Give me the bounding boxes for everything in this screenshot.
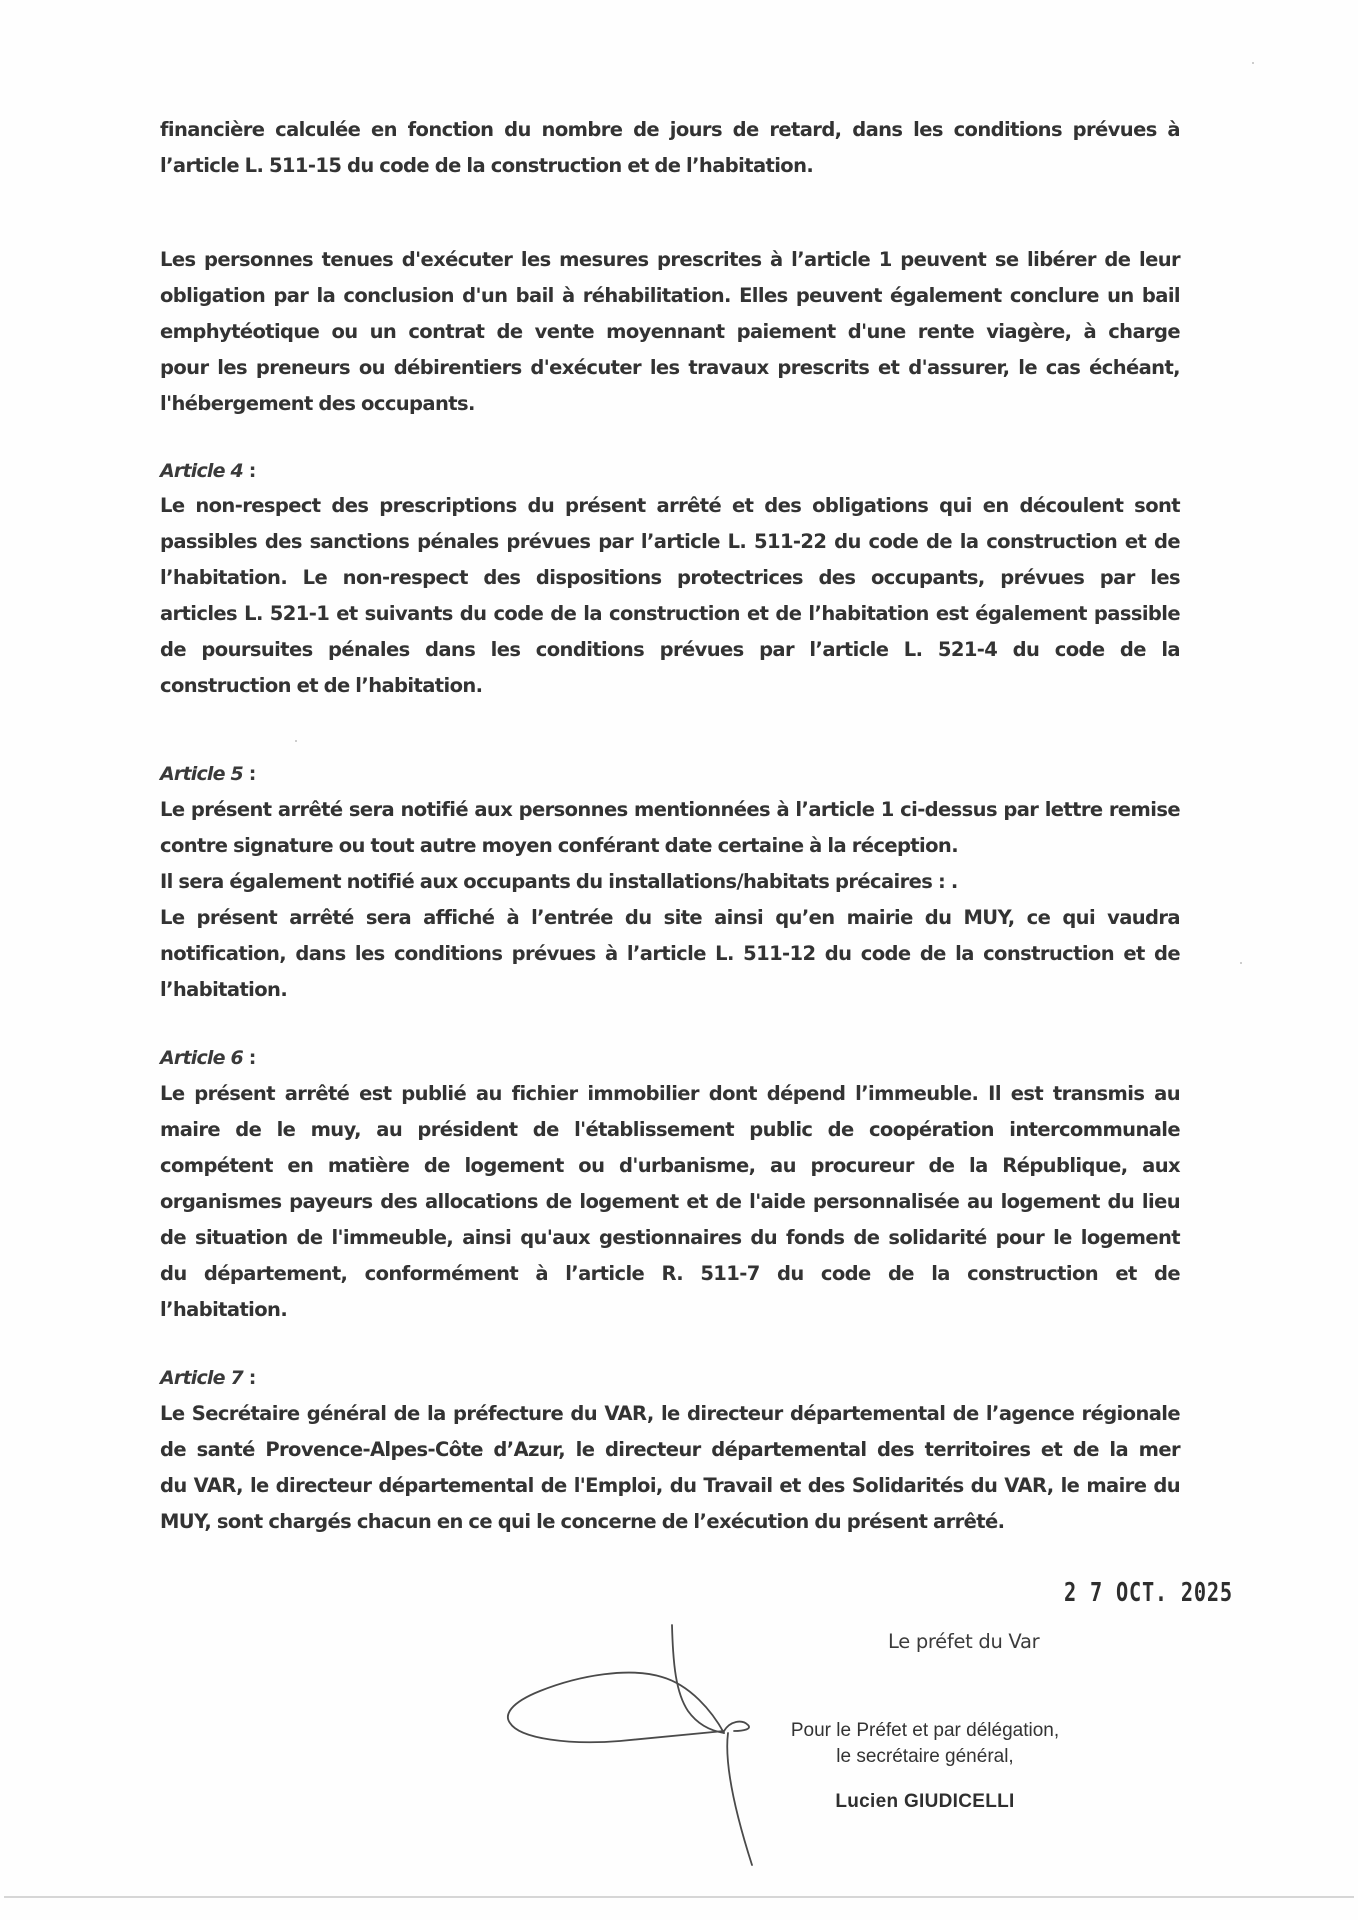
text-line: Le présent arrêté est publié au fichier immobilier dont dépend l’immeuble. Il est transmis au	[160, 1082, 1180, 1105]
signer-name: Lucien GIUDICELLI	[835, 1791, 1015, 1812]
article-4-body	[160, 488, 1180, 704]
scan-speck	[295, 740, 297, 742]
article-label: Article 7	[160, 1367, 243, 1389]
text-line: pour les preneurs ou débirentiers d'exécuter les travaux prescrits et d'assurer, le cas échéant,	[160, 356, 1180, 379]
article-6-body	[160, 1076, 1180, 1328]
text-line: compétent en matière de logement ou d'urbanisme, au procureur de la République, aux	[160, 1154, 1180, 1177]
text-line: l’habitation.	[160, 1298, 288, 1321]
text-line: de situation de l'immeuble, ainsi qu'aux gestionnaires du fonds de solidarité pour le logement	[160, 1226, 1180, 1249]
text-line: organismes payeurs des allocations de logement et de l'aide personnalisée au logement du lieu	[160, 1190, 1180, 1213]
text-line: du VAR, le directeur départemental de l'Emploi, du Travail et des Solidarités du VAR, le maire du	[160, 1474, 1180, 1497]
article-7-body	[160, 1396, 1180, 1540]
signature-stroke	[672, 1625, 724, 1733]
text-line: de santé Provence-Alpes-Côte d’Azur, le directeur départemental des territoires et de la mer	[160, 1438, 1180, 1461]
delegation-line: Pour le Préfet et par délégation,	[790, 1720, 1060, 1741]
text-line: Le présent arrêté sera affiché à l’entrée du site ainsi qu’en mairie du MUY, ce qui vaudra	[160, 906, 1180, 929]
text-line: articles L. 521-1 et suivants du code de la construction et de l’habitation est également passible	[160, 602, 1180, 625]
article-colon: :	[242, 1367, 256, 1389]
article-4-heading	[160, 453, 256, 489]
scan-speck	[1240, 962, 1242, 964]
text-line: du département, conformément à l’article R. 511-7 du code de la construction et de	[160, 1262, 1180, 1285]
paragraph-penalty-continuation	[160, 112, 1180, 184]
date-stamp: 2 7 OCT. 2025	[1064, 1578, 1233, 1608]
article-5-body	[160, 792, 1180, 1008]
signature-stroke	[508, 1673, 724, 1743]
text-line: MUY, sont chargés chacun en ce qui le concerne de l’exécution du présent arrêté.	[160, 1510, 1005, 1533]
text-line: l’habitation.	[160, 978, 288, 1001]
text-line: Le présent arrêté sera notifié aux personnes mentionnées à l’article 1 ci-dessus par lettre remise	[160, 798, 1180, 821]
text-line: Le Secrétaire général de la préfecture du VAR, le directeur départemental de l’agence régionale	[160, 1402, 1180, 1425]
article-7-heading	[160, 1360, 256, 1396]
text-line: notification, dans les conditions prévues à l’article L. 511-12 du code de la construction et de	[160, 942, 1180, 965]
text-line: de poursuites pénales dans les conditions prévues par l’article L. 521-4 du code de la	[160, 638, 1180, 661]
article-label: Article 5	[160, 763, 243, 785]
article-colon: :	[242, 763, 256, 785]
scan-speck	[1252, 62, 1254, 64]
text-line: l’habitation. Le non-respect des dispositions protectrices des occupants, prévues par les	[160, 566, 1180, 589]
article-colon: :	[242, 1047, 256, 1069]
article-colon: :	[242, 460, 256, 482]
text-line: Il sera également notifié aux occupants du installations/habitats précaires : .	[160, 870, 958, 893]
article-label: Article 4	[160, 460, 243, 482]
article-label: Article 6	[160, 1047, 243, 1069]
text-line: passibles des sanctions pénales prévues par l’article L. 511-22 du code de la construction et de	[160, 530, 1180, 553]
article-5-heading	[160, 756, 256, 792]
text-line: emphytéotique ou un contrat de vente moyennant paiement d'une rente viagère, à charge	[160, 320, 1180, 343]
delegation-role: le secrétaire général,	[836, 1746, 1014, 1767]
authority-title: Le préfet du Var	[888, 1630, 1040, 1653]
scan-edge-line	[4, 1896, 1354, 1898]
text-line: l’article L. 511-15 du code de la construction et de l’habitation.	[160, 154, 814, 177]
text-line: obligation par la conclusion d'un bail à réhabilitation. Elles peuvent également conclure un bail	[160, 284, 1180, 307]
text-line: Les personnes tenues d'exécuter les mesures prescrites à l’article 1 peuvent se libérer de leur	[160, 248, 1180, 271]
text-line: Le non-respect des prescriptions du présent arrêté et des obligations qui en découlent sont	[160, 494, 1180, 517]
text-line: l'hébergement des occupants.	[160, 392, 475, 415]
article-6-heading	[160, 1040, 256, 1076]
text-line: construction et de l’habitation.	[160, 674, 483, 697]
text-line: maire de le muy, au président de l'établissement public de coopération intercommunale	[160, 1118, 1180, 1141]
paragraph-bail-rehabilitation	[160, 242, 1180, 422]
text-line: financière calculée en fonction du nombre de jours de retard, dans les conditions prévues à	[160, 118, 1180, 141]
text-line: contre signature ou tout autre moyen conférant date certaine à la réception.	[160, 834, 958, 857]
